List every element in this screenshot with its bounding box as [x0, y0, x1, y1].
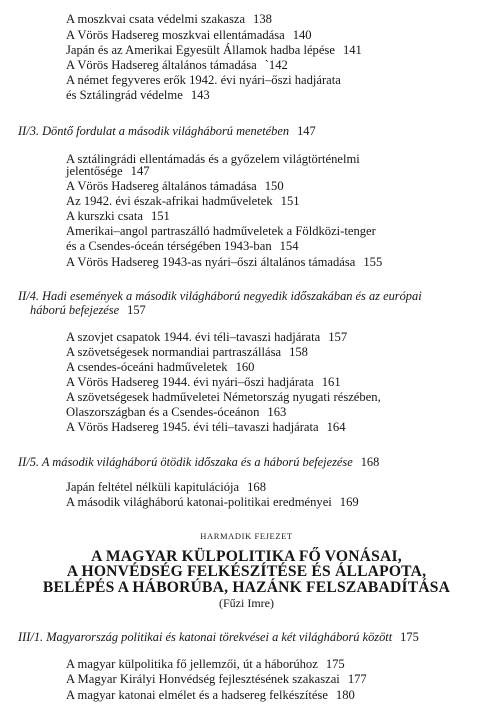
section-title: II/3. Döntő fordulat a második világháború menetében	[18, 124, 290, 138]
toc-entry-page: 161	[321, 375, 341, 389]
section-page: 157	[127, 303, 146, 317]
toc-entry-page: 143	[190, 88, 210, 102]
section-page: 168	[360, 455, 380, 469]
toc-entry	[66, 255, 382, 269]
toc-section-heading	[18, 630, 419, 644]
section-page: 175	[400, 630, 419, 644]
toc-entry-page: 141	[342, 43, 362, 57]
toc-entry-page: 169	[339, 495, 359, 509]
toc-entry-page: 157	[328, 330, 348, 344]
toc-entry	[66, 224, 376, 238]
toc-entry	[66, 239, 299, 253]
toc-entry-text: A Vörös Hadsereg moszkvai ellentámadása	[66, 28, 285, 42]
toc-entry	[66, 194, 300, 208]
toc-section-heading	[18, 289, 422, 303]
toc-entry	[66, 73, 341, 87]
toc-entry	[66, 179, 284, 193]
toc-section-heading	[18, 455, 379, 469]
toc-entry	[66, 405, 286, 419]
toc-entry-text: A második világháború katonai-politikai eredményei	[66, 495, 332, 509]
toc-entry-text: Az 1942. évi észak-afrikai hadműveletek	[66, 194, 273, 208]
toc-entry-text: A szövetségesek hadműveletei Németország nyugati részében,	[66, 390, 381, 404]
toc-entry-text: A Vörös Hadsereg általános támadása	[66, 179, 257, 193]
toc-entry-text: A Vörös Hadsereg általános támadása	[66, 58, 257, 72]
toc-entry-text: Olaszországban és a Csendes-óceánon	[66, 405, 260, 419]
chapter-title-line: BELÉPÉS A HÁBORÚBA, HAZÁNK FELSZABADÍTÁSA	[42, 579, 451, 596]
toc-entry	[66, 345, 308, 359]
toc-entry	[66, 88, 210, 102]
toc-entry-text: A magyar külpolitika fő jellemzői, út a háborúhoz	[66, 657, 318, 671]
toc-entry-text: A szovjet csapatok 1944. évi téli–tavaszi hadjárata	[66, 330, 321, 344]
toc-entry	[66, 480, 266, 494]
toc-entry-text: A Vörös Hadsereg 1943-as nyári–őszi általános támadása	[66, 255, 356, 269]
toc-entry-page: 164	[326, 420, 346, 434]
toc-entry	[66, 28, 312, 42]
toc-entry	[66, 390, 381, 404]
toc-entry	[66, 375, 341, 389]
toc-entry	[66, 12, 272, 26]
toc-section-heading-cont	[30, 303, 146, 317]
section-title: II/5. A második világháború ötödik időszaka és a háború befejezése	[18, 455, 353, 469]
chapter-label: HARMADIK FEJEZET	[200, 531, 293, 541]
toc-entry-page: `142	[264, 58, 288, 72]
toc-entry-page: 140	[292, 28, 312, 42]
toc-entry-page: 147	[130, 164, 150, 178]
toc-entry-text: A magyar katonai elmélet és a hadsereg felkészítése	[66, 688, 328, 702]
chapter-author: (Fűzi Imre)	[219, 596, 274, 610]
toc-entry-text: A Magyar Királyi Honvédség fejlesztésének szakaszai	[66, 672, 340, 686]
toc-entry-text: A Vörös Hadsereg 1945. évi téli–tavaszi hadjárata	[66, 420, 319, 434]
toc-entry-text: jelentősége	[66, 164, 123, 178]
toc-entry-text: és Sztálingrád védelme	[66, 88, 183, 102]
toc-entry-page: 151	[280, 194, 300, 208]
toc-entry-page: 163	[267, 405, 287, 419]
toc-entry-page: 138	[253, 12, 272, 26]
toc-entry-text: A Vörös Hadsereg 1944. évi nyári–őszi hadjárata	[66, 375, 314, 389]
toc-entry-text: A német fegyveres erők 1942. évi nyári–őszi hadjárata	[66, 73, 341, 87]
toc-entry	[66, 420, 346, 434]
toc-entry	[66, 164, 150, 178]
toc-entry	[66, 495, 359, 509]
toc-entry-page: 175	[325, 657, 345, 671]
toc-entry-text: A sztálingrádi ellentámadás és a győzelem világtörténelmi	[66, 152, 360, 166]
section-title: II/4. Hadi események a második világháború negyedik időszakában és az európai	[18, 289, 422, 303]
toc-entry-page: 168	[247, 480, 266, 494]
toc-entry	[66, 657, 345, 671]
toc-entry-text: A szövetségesek normandiai partraszállása	[66, 345, 282, 359]
toc-entry-text: A moszkvai csata védelmi szakasza	[66, 12, 246, 26]
toc-entry-text: és a Csendes-óceán térségében 1943-ban	[66, 239, 272, 253]
toc-entry-text: A csendes-óceáni hadműveletek	[66, 360, 228, 374]
toc-entry	[66, 330, 347, 344]
toc-entry	[66, 688, 355, 702]
toc-entry-page: 154	[279, 239, 299, 253]
toc-entry-page: 177	[347, 672, 367, 686]
toc-entry	[66, 58, 288, 72]
toc-entry-page: 151	[150, 209, 170, 223]
toc-entry-page: 155	[363, 255, 383, 269]
toc-entry-page: 158	[289, 345, 308, 359]
chapter-title-line: A HONVÉDSÉG FELKÉSZÍTÉSE ÉS ÁLLAPOTA,	[66, 563, 427, 580]
toc-entry-text: Japán feltétel nélküli kapitulációja	[66, 480, 240, 494]
toc-entry-page: 180	[335, 688, 355, 702]
toc-entry	[66, 43, 362, 57]
toc-entry	[66, 672, 367, 686]
toc-entry-text: Japán és az Amerikai Egyesült Államok hadba lépése	[66, 43, 335, 57]
section-title-cont: háború befejezése	[30, 303, 120, 317]
toc-entry	[66, 360, 254, 374]
toc-entry-text: A kurszki csata	[66, 209, 143, 223]
toc-section-heading	[18, 124, 316, 138]
toc-entry-page: 150	[264, 179, 284, 193]
section-title: III/1. Magyarország politikai és katonai törekvései a két világháború között	[18, 630, 393, 644]
toc-entry-page: 160	[235, 360, 255, 374]
section-page: 147	[297, 124, 316, 138]
toc-entry-text: Amerikai–angol partraszálló hadműveletek a Földközi-tenger	[66, 224, 376, 238]
toc-entry	[66, 209, 170, 223]
chapter-title-line: A MAGYAR KÜLPOLITIKA FŐ VONÁSAI,	[91, 548, 402, 565]
